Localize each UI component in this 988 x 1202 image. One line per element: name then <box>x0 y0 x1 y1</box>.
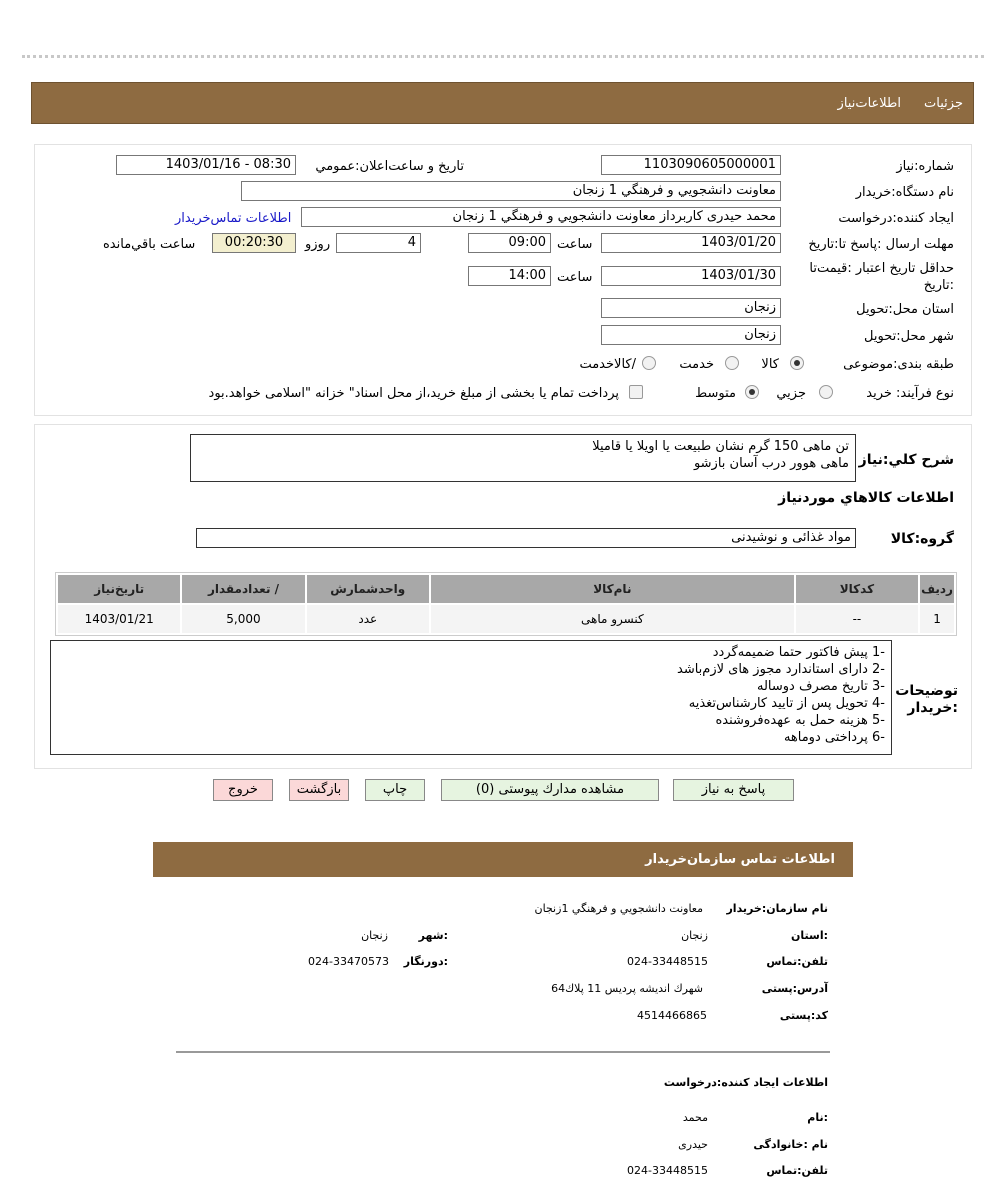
city-field: زنجان <box>601 325 781 345</box>
category-service-label: خدمت <box>679 357 714 372</box>
creator-name-label: :نام <box>807 1111 828 1124</box>
creator-phone-label: تلفن:تماس <box>766 1164 828 1177</box>
cell-row-number: 1 <box>920 605 954 633</box>
contact-phone-label: تلفن:تماس <box>766 955 828 968</box>
col-quantity: / تعدادمقدار <box>182 575 304 603</box>
remaining-label: ساعت باقي‌مانده <box>103 237 196 252</box>
description-label: شرح كلي:نیاز <box>858 452 954 468</box>
validity-time-label: ساعت <box>557 270 593 285</box>
deadline-time-field: 09:00 <box>468 233 551 253</box>
days-label: روزو <box>305 237 331 252</box>
creator-name-value: محمد <box>682 1111 708 1124</box>
exit-button[interactable]: خروج <box>213 779 273 801</box>
buyer-contact-link[interactable]: اطلاعات تماس‌خريدار <box>175 211 292 226</box>
contact-province-value: زنجان <box>681 929 708 942</box>
treasury-payment-checkbox[interactable] <box>629 385 643 399</box>
col-row-number: رديف <box>920 575 954 603</box>
buyer-notes-label-1: توضيحات <box>895 683 958 699</box>
validity-date-field: 1403/01/30 <box>601 266 781 286</box>
creator-label: ايجاد كننده:درخواست <box>838 211 954 226</box>
remaining-timer: 00:20:30 <box>212 233 296 253</box>
category-goods-radio[interactable] <box>790 356 804 370</box>
deadline-label: مهلت ارسال :پاسخ تا:تاریخ <box>808 237 954 252</box>
col-need-date: تاريخ‌نياز <box>58 575 180 603</box>
need-number-label: شماره:نیاز <box>896 159 954 174</box>
reply-button[interactable]: پاسخ به نیاز <box>673 779 794 801</box>
buyer-notes-box <box>50 640 892 755</box>
validity-time-field: 14:00 <box>468 266 551 286</box>
description-box <box>190 434 856 482</box>
province-label: استان محل:تحويل <box>856 302 954 317</box>
contact-header <box>153 842 853 877</box>
deadline-date-field: 1403/01/20 <box>601 233 781 253</box>
goods-group-field: مواد غذائی و نوشیدنی <box>196 528 856 548</box>
process-medium-label: متوسط <box>695 386 736 401</box>
buyer-org-label: نام دستگاه:خريدار <box>855 185 954 200</box>
cell-quantity: 5,000 <box>182 605 304 633</box>
treasury-payment-note: پرداخت تمام يا بخشی از مبلغ خريد،از محل اسناد" خزانه "اسلامی خواهد.بود <box>208 386 619 401</box>
validity-label-2: :تاريخ <box>923 278 954 293</box>
contact-fax-value: 024-33470573 <box>308 955 389 968</box>
col-item-name: نام‌كالا <box>431 575 794 603</box>
page-header <box>31 82 974 124</box>
contact-city-label: :شهر <box>418 929 448 942</box>
goods-info-title: اطلاعات كالاهاي موردنیاز <box>778 490 954 506</box>
contact-postal-value: 4514466865 <box>637 1009 707 1022</box>
note-line: -5 هزینه حمل به عهده‌فروشنده <box>715 713 885 728</box>
days-field: 4 <box>336 233 421 253</box>
note-line: -4 تحویل پس از تایید کارشناس‌تغذیه <box>688 696 885 711</box>
col-item-code: كدكالا <box>796 575 918 603</box>
contact-city-value: زنجان <box>361 929 388 942</box>
top-dotted-divider <box>22 55 984 58</box>
note-line: -1 پیش فاکتور حتما ضمیمه‌گردد <box>712 645 885 660</box>
cell-need-date: 1403/01/21 <box>58 605 180 633</box>
section-divider <box>176 1051 830 1053</box>
process-medium-radio[interactable] <box>745 385 759 399</box>
contact-fax-label: :دورنگار <box>403 955 448 968</box>
details-tab[interactable]: جزئیات <box>924 96 963 111</box>
creator-field: محمد حيدری كاربرداز معاونت دانشجويي و فرهنگي 1 زنجان <box>301 207 781 227</box>
process-label: نوع فرآيند: خريد <box>866 386 954 401</box>
process-minor-label: جزيي <box>776 386 806 401</box>
contact-address-value: شهرك انديشه پرديس 11 پلاك64 <box>551 982 703 995</box>
contact-address-label: آدرس:پستی <box>761 982 828 995</box>
cell-unit: عدد <box>307 605 429 633</box>
print-button[interactable]: چاپ <box>365 779 425 801</box>
creator-family-label: نام :خانوادگی <box>753 1138 828 1151</box>
goods-group-label: گروه:كالا <box>890 531 954 547</box>
attachments-button[interactable]: مشاهده مدارك پيوستی (0) <box>441 779 659 801</box>
description-line: ماهی هوور درب آسان بازشو <box>693 456 849 471</box>
contact-org-value: معاونت دانشجويي و فرهنگي 1زنجان <box>534 902 703 915</box>
items-table <box>55 572 957 636</box>
description-line: تن ماهی 150 گرم نشان طبیعت یا اویلا یا قامیلا <box>592 439 849 454</box>
category-service-radio[interactable] <box>725 356 739 370</box>
contact-province-label: :استان <box>791 929 828 942</box>
city-label: شهر محل:تحويل <box>864 329 954 344</box>
col-unit: واحدشمارش <box>307 575 429 603</box>
note-line: -3 تاریخ مصرف دوساله <box>757 679 885 694</box>
table-row <box>58 605 954 633</box>
contact-org-label: نام سازمان:خريدار <box>726 902 828 915</box>
announce-field: 1403/01/16 - 08:30 <box>116 155 296 175</box>
cell-item-name: كنسرو ماهی <box>431 605 794 633</box>
validity-label-1: حداقل تاريخ اعتبار :قيمت‌تا <box>809 261 954 276</box>
contact-postal-label: كد:پستی <box>779 1009 828 1022</box>
back-button[interactable]: بازگشت <box>289 779 349 801</box>
cell-item-code: -- <box>796 605 918 633</box>
page-title: اطلاعات‌نیاز <box>837 96 901 111</box>
creator-info-title: اطلاعات ايجاد كننده:درخواست <box>663 1076 828 1089</box>
note-line: -2 دارای استاندارد مجوز های لازم‌باشد <box>677 662 885 677</box>
buyer-notes-label-2: :خريدار <box>907 700 958 716</box>
process-minor-radio[interactable] <box>819 385 833 399</box>
category-both-label: /كالاخدمت <box>579 357 636 372</box>
creator-family-value: حيدری <box>678 1138 708 1151</box>
buyer-org-field: معاونت دانشجويي و فرهنگي 1 زنجان <box>241 181 781 201</box>
contact-title: اطلاعات تماس سازمان‌خريدار <box>645 852 835 867</box>
province-field: زنجان <box>601 298 781 318</box>
contact-phone-value: 024-33448515 <box>627 955 708 968</box>
category-goods-label: كالا <box>761 357 779 372</box>
creator-phone-value: 024-33448515 <box>627 1164 708 1177</box>
category-label: طبقه بندی:موضوعی <box>843 357 954 372</box>
category-both-radio[interactable] <box>642 356 656 370</box>
deadline-time-label: ساعت <box>557 237 593 252</box>
items-header-row <box>58 575 954 603</box>
need-number-field: 1103090605000001 <box>601 155 781 175</box>
note-line: -6 پرداختی دوماهه <box>783 730 885 745</box>
announce-label: تاریخ و ساعت‌اعلان:عمومي <box>315 159 464 174</box>
